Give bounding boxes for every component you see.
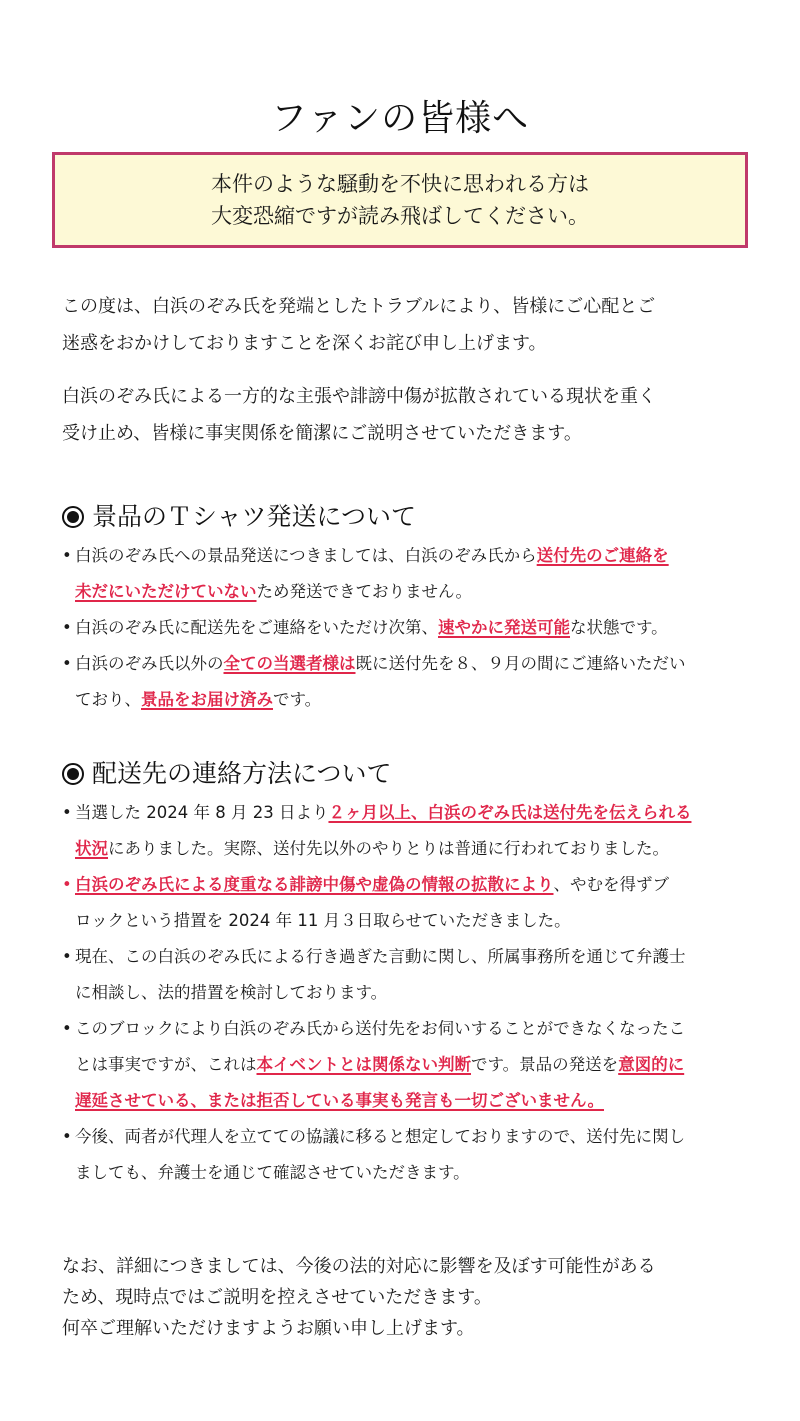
- bullet-icon: •: [62, 1127, 72, 1146]
- section-heading-text: 配送先の連絡方法について: [92, 759, 392, 788]
- text-line: 迷惑をおかけしておりますことを深くお詫び申し上げます。: [62, 333, 547, 354]
- list-item: [62, 1011, 752, 1119]
- text-line: 受け止め、皆様に事実関係を簡潔にご説明させていただきます。: [62, 423, 582, 444]
- section-list-tshirt: [62, 538, 752, 718]
- text: 現在、この白浜のぞみ氏による行き過ぎた言動に関し、所属事務所を通じて弁護士: [75, 947, 686, 966]
- highlighted-text: 状況: [75, 839, 108, 858]
- list-item: [62, 1119, 752, 1191]
- bullseye-icon: [62, 506, 84, 528]
- bullet-icon: •: [62, 947, 72, 966]
- text: です。: [273, 690, 322, 709]
- text: 、やむを得ずブ: [553, 875, 669, 894]
- highlighted-text: 遅延させている、または拒否している事実も発言も一切ございません。: [75, 1091, 604, 1110]
- text: 既に送付先を８、９月の間にご連絡いただい: [355, 654, 686, 673]
- bullet-icon: •: [62, 1019, 72, 1038]
- text-line: 白浜のぞみ氏による一方的な主張や誹謗中傷が拡散されている現状を重く: [62, 386, 656, 407]
- highlighted-text: 送付先のご連絡を: [536, 546, 669, 565]
- list-item: [62, 610, 752, 646]
- text: な状態です。: [570, 618, 668, 637]
- bullseye-icon: [62, 763, 84, 785]
- text: 白浜のぞみ氏に配送先をご連絡をいただけ次第、: [75, 618, 438, 637]
- text: 白浜のぞみ氏への景品発送につきましては、白浜のぞみ氏から: [75, 546, 537, 565]
- text: 当選した 2024 年 8 月 23 日より: [75, 803, 329, 822]
- section-heading-contact-method: [62, 757, 392, 791]
- section-heading-tshirt: [62, 500, 416, 534]
- text-line: この度は、白浜のぞみ氏を発端としたトラブルにより、皆様にご心配とご: [62, 296, 656, 317]
- highlighted-text: ２ヶ月以上、白浜のぞみ氏は送付先を伝えられる: [328, 803, 692, 822]
- list-item: [62, 646, 752, 718]
- text: このブロックにより白浜のぞみ氏から送付先をお伺いすることができなくなったこ: [75, 1019, 686, 1038]
- bullet-icon: •: [62, 546, 72, 565]
- text: に相談し、法的措置を検討しております。: [75, 983, 388, 1002]
- highlighted-text: 速やかに発送可能: [438, 618, 570, 637]
- text: 白浜のぞみ氏以外の: [75, 654, 224, 673]
- intro-paragraph-explanation: [62, 378, 752, 452]
- intro-paragraph-apology: [62, 288, 752, 362]
- highlighted-text: 全ての当選者様は: [223, 654, 356, 673]
- bullet-icon: •: [62, 803, 72, 822]
- text: です。景品の発送を: [471, 1055, 619, 1074]
- list-item: [62, 795, 752, 867]
- text: 今後、両者が代理人を立てての協議に移ると想定しておりますので、送付先に関し: [75, 1127, 686, 1146]
- list-item: [62, 939, 752, 1011]
- list-item: [62, 538, 752, 610]
- text: にありました。実際、送付先以外のやりとりは普通に行われておりました。: [108, 839, 669, 858]
- highlighted-text: 本イベントとは関係ない判断: [256, 1055, 471, 1074]
- bullet-icon: •: [62, 875, 72, 894]
- text-line: 何卒ご理解いただけますようお願い申し上げます。: [62, 1318, 475, 1339]
- highlighted-text: 景品をお届け済み: [141, 690, 273, 709]
- highlighted-text: 白浜のぞみ氏による度重なる誹謗中傷や虚偽の情報の拡散により: [75, 875, 554, 894]
- section-heading-text: 景品のＴシャツ発送について: [92, 502, 417, 531]
- closing-paragraph: [62, 1251, 752, 1344]
- text: とは事実ですが、これは: [75, 1055, 257, 1074]
- text: ため発送できておりません。: [256, 582, 472, 601]
- bullet-icon: •: [62, 654, 72, 673]
- notice-line: 大変恐縮ですが読み飛ばしてください。: [211, 204, 589, 228]
- text: ましても、弁護士を通じて確認させていただきます。: [75, 1163, 470, 1182]
- section-list-contact-method: [62, 795, 752, 1191]
- page-title: ファンの皆様へ: [270, 98, 530, 140]
- text-line: なお、詳細につきましては、今後の法的対応に影響を及ぼす可能性がある: [62, 1256, 656, 1277]
- text: ロックという措置を 2024 年 11 月３日取らせていただきました。: [75, 911, 571, 930]
- highlighted-text: 意図的に: [618, 1055, 685, 1074]
- notice-line: 本件のような騒動を不快に思われる方は: [211, 172, 589, 196]
- list-item: [62, 867, 752, 939]
- bullet-icon: •: [62, 618, 72, 637]
- text: ており、: [75, 690, 141, 709]
- text-line: ため、現時点ではご説明を控えさせていただきます。: [62, 1287, 492, 1308]
- notice-box: [52, 152, 748, 248]
- highlighted-text: 未だにいただけていない: [75, 582, 257, 601]
